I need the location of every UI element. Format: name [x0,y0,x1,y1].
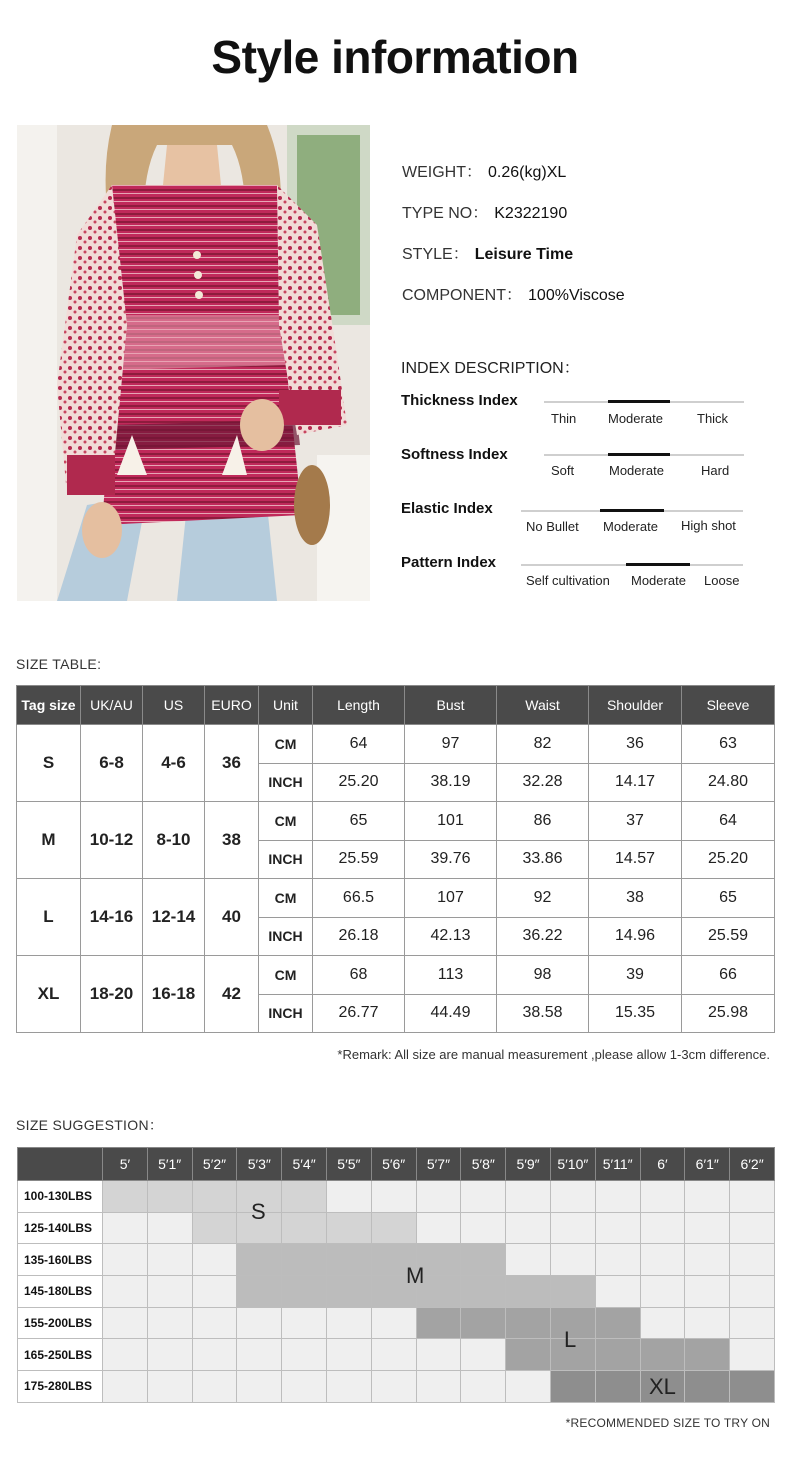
table-row [17,725,775,764]
shoulder-cell: 39 [589,956,682,995]
col-header: Shoulder [589,686,682,725]
weight-label: 135-160LBS [18,1244,103,1276]
index-description-title: INDEX DESCRIPTION： [401,360,580,377]
bust-cell: 38.19 [405,763,497,802]
euro-size: 38 [205,802,259,879]
height-header: 5′3″ [237,1148,282,1181]
shoulder-cell: 38 [589,879,682,918]
table-row [17,802,775,841]
waist-cell: 82 [497,725,589,764]
weight-label: 100-130LBS [18,1181,103,1213]
height-header: 6′ [640,1148,685,1181]
index-option: Moderate [631,573,686,588]
index-option: Thick [697,411,729,426]
shoulder-cell: 14.57 [589,840,682,879]
col-header: EURO [205,686,259,725]
product-photo [17,125,370,601]
tag-size: XL [17,956,81,1033]
index-name: Thickness Index [401,392,518,409]
height-header: 5′ [103,1148,148,1181]
height-header: 5′9″ [506,1148,551,1181]
weight-row [18,1212,775,1244]
sleeve-cell: 25.20 [682,840,775,879]
corner-cell [18,1148,103,1181]
col-header: Sleeve [682,686,775,725]
height-header: 5′8″ [461,1148,506,1181]
table-row [17,956,775,995]
unit-cell: INCH [259,994,313,1033]
thickness-index [401,392,751,442]
height-header: 5′6″ [371,1148,416,1181]
weight-label: 175-280LBS [18,1371,103,1403]
weight-row [18,1181,775,1213]
size-suggestion-label: SIZE SUGGESTION： [16,1117,164,1133]
shoulder-cell: 15.35 [589,994,682,1033]
length-cell: 64 [313,725,405,764]
height-header: 5′7″ [416,1148,461,1181]
sleeve-cell: 65 [682,879,775,918]
shoulder-cell: 36 [589,725,682,764]
us-size: 8-10 [143,802,205,879]
size-s-label: S [251,1199,266,1224]
elastic-index [401,500,751,550]
unit-cell: CM [259,956,313,995]
waist-cell: 98 [497,956,589,995]
info-type-no: TYPE NO： K2322190 [402,205,568,222]
weight-row [18,1339,775,1371]
tag-size: L [17,879,81,956]
us-size: 16-18 [143,956,205,1033]
index-name: Softness Index [401,446,508,463]
size-table-header [17,686,775,725]
table-row [17,879,775,918]
bust-cell: 97 [405,725,497,764]
info-component: COMPONENT： 100%Viscose [402,287,625,304]
index-marker [608,400,670,403]
length-cell: 68 [313,956,405,995]
waist-cell: 38.58 [497,994,589,1033]
length-cell: 25.59 [313,840,405,879]
length-cell: 25.20 [313,763,405,802]
unit-cell: CM [259,802,313,841]
bust-cell: 44.49 [405,994,497,1033]
index-name: Elastic Index [401,500,493,517]
unit-cell: CM [259,725,313,764]
sleeve-cell: 25.98 [682,994,775,1033]
index-option: Moderate [609,463,664,478]
waist-cell: 92 [497,879,589,918]
shoulder-cell: 37 [589,802,682,841]
weight-label: 165-250LBS [18,1339,103,1371]
tag-size: S [17,725,81,802]
sleeve-cell: 64 [682,802,775,841]
weight-row [18,1276,775,1308]
recommended-footnote: *RECOMMENDED SIZE TO TRY ON [565,1416,770,1430]
height-header: 5′4″ [282,1148,327,1181]
index-option: Moderate [608,411,663,426]
sleeve-cell: 25.59 [682,917,775,956]
uk-au-size: 10-12 [81,802,143,879]
info-style: STYLE： Leisure Time [402,246,574,263]
col-header: UK/AU [81,686,143,725]
height-header: 5′10″ [550,1148,595,1181]
length-cell: 26.77 [313,994,405,1033]
bust-cell: 42.13 [405,917,497,956]
euro-size: 42 [205,956,259,1033]
waist-cell: 86 [497,802,589,841]
pattern-index [401,554,751,604]
index-option: Thin [551,411,577,426]
bust-cell: 113 [405,956,497,995]
us-size: 4-6 [143,725,205,802]
bust-cell: 39.76 [405,840,497,879]
index-option: High shot [681,518,736,533]
shoulder-cell: 14.96 [589,917,682,956]
page-title: Style information [211,31,579,83]
index-option: Moderate [603,519,658,534]
waist-cell: 33.86 [497,840,589,879]
height-header: 6′2″ [730,1148,775,1181]
height-header: 5′1″ [147,1148,192,1181]
size-table-label: SIZE TABLE: [16,656,102,672]
tag-size: M [17,802,81,879]
waist-cell: 32.28 [497,763,589,802]
weight-label: 125-140LBS [18,1212,103,1244]
index-option: No Bullet [526,519,579,534]
unit-cell: INCH [259,763,313,802]
unit-cell: INCH [259,917,313,956]
size-xl-label: XL [649,1374,676,1399]
measurement-remark: *Remark: All size are manual measurement ,please allow 1-3cm difference. [337,1047,770,1062]
index-option: Hard [701,463,730,478]
index-option: Self cultivation [526,573,610,588]
size-suggestion-grid [17,1147,775,1403]
size-l-label: L [564,1327,577,1352]
length-cell: 65 [313,802,405,841]
height-header: 5′11″ [595,1148,640,1181]
shoulder-cell: 14.17 [589,763,682,802]
col-header: Waist [497,686,589,725]
uk-au-size: 14-16 [81,879,143,956]
weight-label: 145-180LBS [18,1276,103,1308]
index-marker [600,509,664,512]
weight-row [18,1307,775,1339]
index-marker [626,563,690,566]
weight-label: 155-200LBS [18,1307,103,1339]
height-header: 5′5″ [326,1148,371,1181]
unit-cell: CM [259,879,313,918]
softness-index [401,446,751,496]
col-header: Bust [405,686,497,725]
product-info [402,160,782,324]
height-header-row [18,1148,775,1181]
sleeve-cell: 24.80 [682,763,775,802]
height-header: 6′1″ [685,1148,730,1181]
uk-au-size: 6-8 [81,725,143,802]
length-cell: 66.5 [313,879,405,918]
col-header: Length [313,686,405,725]
info-weight: WEIGHT： 0.26(kg)XL [402,164,567,181]
weight-row [18,1244,775,1276]
sleeve-cell: 66 [682,956,775,995]
us-size: 12-14 [143,879,205,956]
index-marker [608,453,670,456]
size-table [16,685,775,1033]
unit-cell: INCH [259,840,313,879]
index-option: Loose [704,573,740,588]
uk-au-size: 18-20 [81,956,143,1033]
height-header: 5′2″ [192,1148,237,1181]
col-header: Unit [259,686,313,725]
euro-size: 40 [205,879,259,956]
index-name: Pattern Index [401,554,497,571]
euro-size: 36 [205,725,259,802]
bust-cell: 107 [405,879,497,918]
length-cell: 26.18 [313,917,405,956]
col-header: US [143,686,205,725]
size-m-label: M [406,1263,425,1288]
col-header: Tag size [17,686,81,725]
sleeve-cell: 63 [682,725,775,764]
waist-cell: 36.22 [497,917,589,956]
bust-cell: 101 [405,802,497,841]
index-option: Soft [551,463,575,478]
